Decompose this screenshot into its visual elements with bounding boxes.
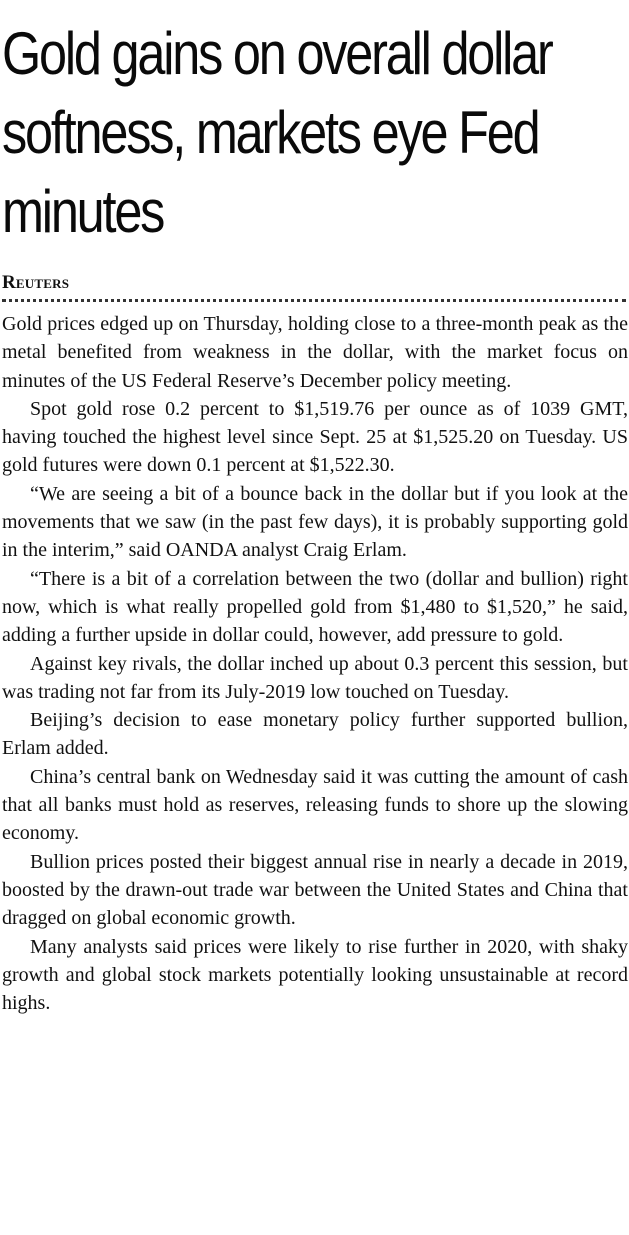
paragraph: Against key rivals, the dollar inched up about 0.3 percent this session, but was trading not far from its July-2019 low touched on Tuesday. [2, 652, 628, 703]
article-body [2, 310, 628, 1017]
paragraph: Beijing’s decision to ease monetary policy further supported bullion, Erlam added. [2, 709, 628, 760]
paragraph: Bullion prices posted their biggest annual rise in nearly a decade in 2019, boosted by the drawn-out trade war between the United States and China that dragged on global economic growth. [2, 850, 628, 930]
byline: Reuters [2, 272, 70, 293]
dotted-divider [2, 299, 626, 302]
paragraph: “There is a bit of a correlation between the two (dollar and bullion) right now, which is what really propelled gold from $1,480 to $1,520,” he said, adding a further upside in dollar could, however, add pressure to gold. [2, 567, 628, 647]
paragraph: China’s central bank on Wednesday said it was cutting the amount of cash that all banks must hold as reserves, releasing funds to shore up the slowing economy. [2, 765, 628, 845]
paragraph: Spot gold rose 0.2 percent to $1,519.76 per ounce as of 1039 GMT, having touched the highest level since Sept. 25 at $1,525.20 on Tuesday. US gold futures were down 0.1 percent at $1,522.30. [2, 397, 628, 477]
paragraph: Many analysts said prices were likely to rise further in 2020, with shaky growth and global stock markets potentially looking unsustainable at record highs. [2, 935, 628, 1015]
headline: Gold gains on overall dollar softness, markets eye Fed minutes [2, 20, 552, 245]
paragraph: Gold prices edged up on Thursday, holding close to a three-month peak as the metal benefited from weakness in the dollar, with the market focus on minutes of the US Federal Reserve’s December policy meeting. [2, 313, 628, 392]
paragraph: “We are seeing a bit of a bounce back in the dollar but if you look at the movements that we saw (in the past few days), it is probably supporting gold in the interim,” said OANDA analyst Craig Erlam. [2, 482, 628, 562]
